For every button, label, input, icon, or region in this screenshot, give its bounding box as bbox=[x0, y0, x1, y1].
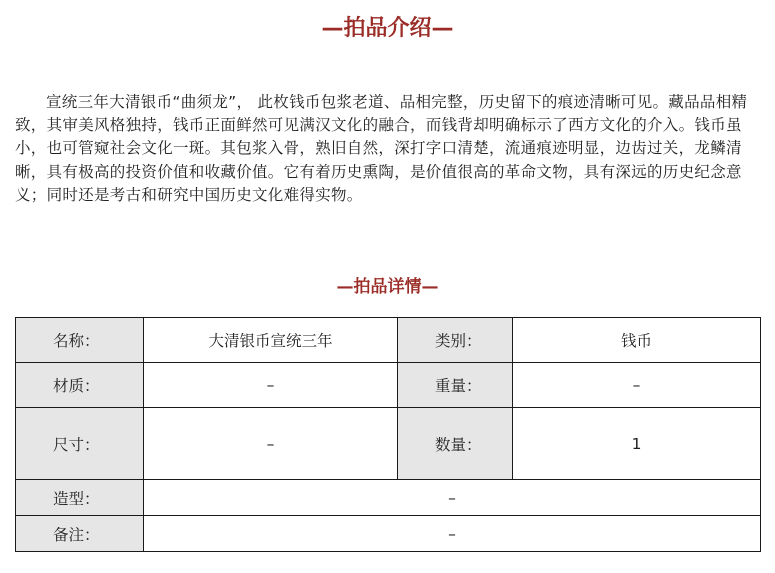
table-row-size-quantity bbox=[16, 408, 761, 480]
table-row-material-weight bbox=[16, 363, 761, 408]
name-value: 大清银币宣统三年 bbox=[144, 318, 398, 363]
material-label: 材质： bbox=[16, 363, 144, 408]
table-row-name-category bbox=[16, 318, 761, 363]
quantity-value: 1 bbox=[513, 408, 761, 480]
notes-label: 备注： bbox=[16, 516, 144, 552]
intro-title: —拍品介绍— bbox=[321, 16, 454, 41]
quantity-label: 数量： bbox=[398, 408, 513, 480]
details-table bbox=[15, 317, 761, 552]
notes-value: – bbox=[144, 516, 761, 552]
category-value: 钱币 bbox=[513, 318, 761, 363]
table-row-notes bbox=[16, 516, 761, 552]
details-title: —拍品详情— bbox=[336, 277, 439, 297]
material-value: – bbox=[144, 363, 398, 408]
category-label: 类别： bbox=[398, 318, 513, 363]
weight-value: – bbox=[513, 363, 761, 408]
size-value: – bbox=[144, 408, 398, 480]
name-label: 名称： bbox=[16, 318, 144, 363]
shape-label: 造型： bbox=[16, 480, 144, 516]
table-row-shape bbox=[16, 480, 761, 516]
intro-paragraph: 宣统三年大清银币“曲须龙”， 此枚钱币包浆老道、品相完整，历史留下的痕迹清晰可见。藏品品相精致，其审美风格独持，钱币正面鲜然可见满汉文化的融合，而钱背却明确标示了西方文化的介入。钱币虽小，也可管窥社会文化一斑。其包浆入骨，熟旧自然，深打字口清楚，流通痕迹明显，边齿过关，龙鳞清晰，具有极高的投资价值和收藏价值。它有着历史熏陶，是价值很高的革命文物，具有深远的历史纪念意义；同时还是考古和研究中国历史文化难得实物。 bbox=[15, 93, 748, 204]
shape-value: – bbox=[144, 480, 761, 516]
weight-label: 重量： bbox=[398, 363, 513, 408]
size-label: 尺寸： bbox=[16, 408, 144, 480]
